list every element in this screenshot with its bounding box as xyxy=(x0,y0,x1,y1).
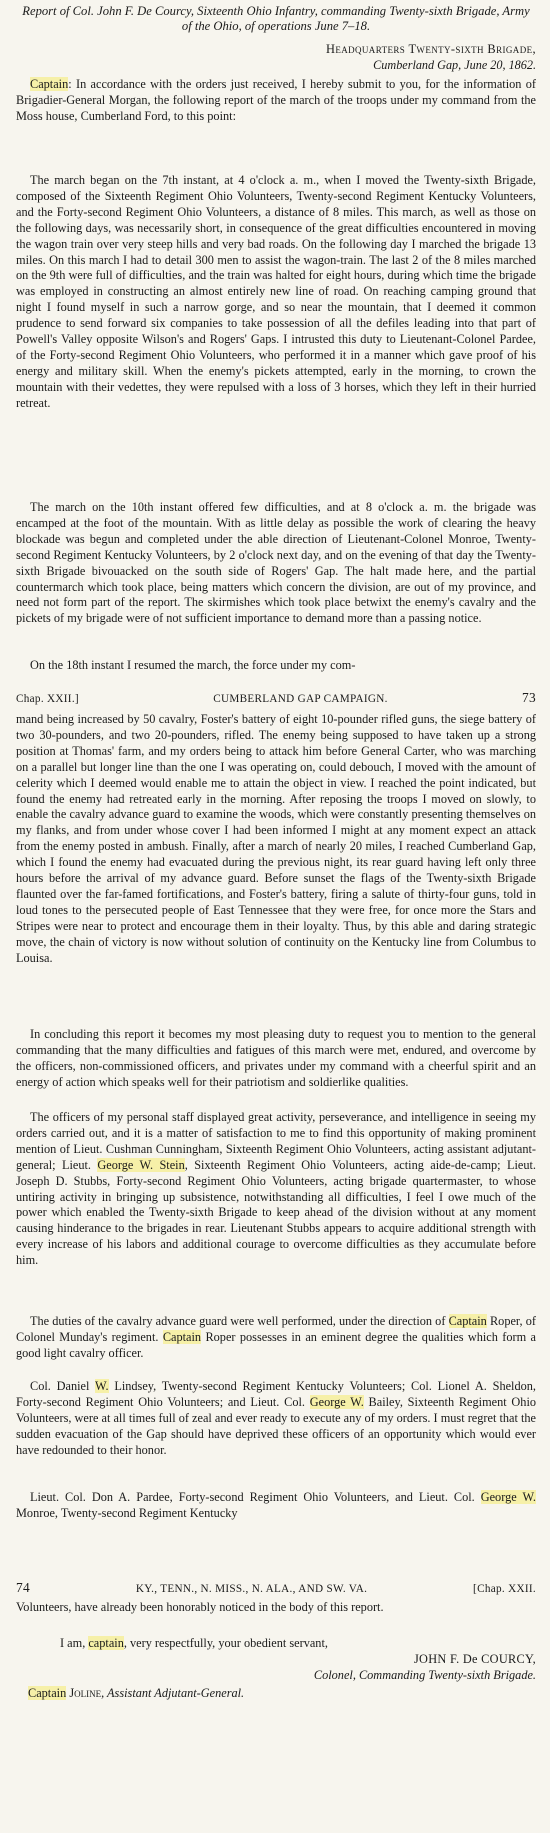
addressee-name: Joline xyxy=(69,1686,102,1700)
highlight-captain: captain xyxy=(88,1636,124,1650)
running-head-title: KY., TENN., N. MISS., N. ALA., AND SW. VA. xyxy=(135,1583,368,1595)
cavalry-text-b: Roper, of Colonel Munday's regiment. xyxy=(16,1314,536,1344)
running-head-chapter: Chap. XXII.] xyxy=(16,693,79,705)
lieut-text-b: Monroe, Twenty-second Regiment Kentucky xyxy=(16,1505,238,1520)
running-head-chapter: [Chap. XXII. xyxy=(473,1583,536,1595)
page-number: 74 xyxy=(16,1580,30,1595)
paragraph-personal-staff xyxy=(16,1110,536,1269)
cavalry-text-a: The duties of the cavalry advance guard were well performed, under the direction of xyxy=(30,1314,449,1328)
closing-line xyxy=(16,1636,550,1652)
paragraph-march-begin: The march began on the 7th instant, at 4 o'clock a. m., when I moved the Twenty-sixth Brigade, composed of the Sixteenth Regiment Ohio Volunteers, Twenty-second Regiment Kentucky Volunteers, and the Forty-second Regiment Ohio Volunteers, a distance of 8 miles. This march, as well as those on the following days, was necessarily short, in consequence of the great difficulties encountered in moving the wagon train over very steep hills and very bad roads. On the following day I marched the brigade 13 miles. On this march I had to detail 300 men to assist the wagon-train. The last 2 of the 8 miles marched on the 9th were full of difficulties, and the train was halted for eight hours, during which time the brigade was employed in constructing an almost entirely new line of road. On reaching camping ground that night I found myself in such a narrow gorge, and so near the mountain, that I deemed it common prudence to send forward six companies to take possession of all the defiles leading into that part of Powell's Valley opposite Wilson's and Rogers' Gaps. I intrusted this duty to Lieutenant-Colonel Pardee, of the Forty-second Regiment Ohio Volunteers, who performed it in a manner which gave proof of his energy and military skill. When the enemy's pickets attempted, early in the morning, to crown the mountain with their vedettes, they were repulsed with a loss of 3 horses, which they left in their hurried retreat. xyxy=(16,173,536,410)
paragraph-command-continued: mand being increased by 50 cavalry, Foster's battery of eight 10-pounder rifled guns, the siege battery of two 30-pounders, and two 20-pounders, rifled. The enemy being supposed to have taken up a strong position at Thomas' farm, and my orders being to attack him before General Carter, who was marching on a parallel but longer line than the one I was operating on, could debouch, I moved with the amount of celerity which I deemed would enable me to attain the object in view. I reached the point indicated, but found the enemy had retreated early in the morning. After reposing the troops I moved on slowly, to enable the cavalry advance guard to examine the woods, which were constantly presenting themselves on my flanks, and from under whose cover I had been informed I might at any moment expect an attack from the enemy posted in ambush. Finally, after a march of nearly 20 miles, I reached Cumberland Gap, which I found the enemy had evacuated during the previous night, its rear guard having left only three hours before the arrival of my advance guard. Before sunset the flags of the Twenty-sixth Brigade flaunted over the far-famed fortifications, and Foster's battery, firing a salute of thirty-four guns, told in loud tones to the persecuted people of East Tennessee that they were free, for once more the Stars and Stripes were near to protect and encourage them in their loyalty. Thus, by this able and daring strategic move, the chain of victory is now without solution of continuity on the Kentucky line from Columbus to Louisa. xyxy=(16,712,536,965)
report-title: Report of Col. John F. De Courcy, Sixteenth Ohio Infantry, commanding Twenty-sixth Brigade, Army of the Ohio, of operations June 7–18. xyxy=(22,4,530,34)
paragraph-volunteers: Volunteers, have already been honorably noticed in the body of this report. xyxy=(16,1600,384,1614)
salutation-text: : In accordance with the orders just received, I hereby submit to you, for the information of Brigadier-General Morgan, the following report of the march of the troops under my command from the Moss house, Cumberland Ford, to this point: xyxy=(16,77,536,123)
highlight-captain: Captain xyxy=(448,1314,487,1328)
paragraph-cavalry-guard xyxy=(16,1314,536,1362)
paragraph-march-18th: On the 18th instant I resumed the march, the force under my com- xyxy=(30,658,356,672)
addressee-role: , Assistant Adjutant-General. xyxy=(101,1686,245,1700)
staff-text-b: , Sixteenth Regiment Ohio Volunteers, acting aide-de-camp; Lieut. Joseph D. Stubbs, Forty-second Regiment Ohio Volunteers, acting brigade quartermaster, to whose untiring activity in bringing up subsistence, notwithstanding all difficulties, I feel I owe much of the power which enabled the Twenty-sixth Brigade to keep ahead of the division without at any moment causing hinderance to the brigades in rear. Lieutenant Stubbs appears to acquire additional strength with every increase of his labors and additional courage to overcome difficulties as they accumulate before him. xyxy=(16,1157,536,1268)
running-head-page-73 xyxy=(16,690,536,706)
signature-title: Colonel, Commanding Twenty-sixth Brigade. xyxy=(313,1668,536,1682)
running-head-page-74 xyxy=(16,1580,536,1596)
highlight-captain: Captain xyxy=(162,1329,202,1344)
staff-text-a: The officers of my personal staff displayed great activity, perseverance, and intelligence in seeing my orders carried out, and it is a matter of satisfaction to me to find this opportunity of making prominent mention of Lieut. Cushman Cunningham, Sixteenth Regiment Ohio Volunteers, acting assistant adjutant-general; Lieut. xyxy=(16,1110,536,1172)
highlight-captain: Captain xyxy=(28,1686,67,1700)
place-date-line: Cumberland Gap, June 20, 1862. xyxy=(373,58,536,72)
highlight-george-w: George W. xyxy=(309,1394,364,1409)
addressee-line xyxy=(16,1686,548,1701)
page-number: 73 xyxy=(521,690,536,705)
signature-name: JOHN F. De COURCY, xyxy=(413,1652,536,1666)
paragraph-concluding: In concluding this report it becomes my most pleasing duty to request you to mention to the general commanding that the many difficulties and fatigues of this march were met, endured, and overcome by the officers, non-commissioned officers, and privates under my command with a cheerful spirit and an energy of action which speaks well for their patriotism and soldierlike qualities. xyxy=(16,1027,536,1089)
cavalry-text-c: Roper possesses in an eminent degree the qualities which form a good light cavalry officer. xyxy=(16,1329,536,1360)
headquarters-line: Headquarters Twenty-sixth Brigade, xyxy=(325,42,536,56)
paragraph-lieut-colonels xyxy=(16,1490,536,1522)
lieut-text-a: Lieut. Col. Don A. Pardee, Forty-second Regiment Ohio Volunteers, and Lieut. Col. xyxy=(30,1490,481,1504)
colonels-text-b: Lindsey, Twenty-second Regiment Kentucky Volunteers; Col. Lionel A. Sheldon, Forty-second Regiment Ohio Volunteers; and Lieut. Col. xyxy=(16,1379,536,1409)
closing-text-a: I am, xyxy=(60,1636,89,1650)
paragraph-colonels xyxy=(16,1379,536,1459)
highlight-captain: Captain xyxy=(30,77,69,91)
colonels-text-c: Bailey, Sixteenth Regiment Ohio Volunteers, were at all times full of zeal and ever ready to execute any of my orders. I must regret that the sudden evacuation of the Gap should have deprived these officers of an opportunity which would ever have redounded to their honor. xyxy=(16,1394,537,1457)
highlight-w: W. xyxy=(94,1379,109,1393)
highlight-george-w: George W. xyxy=(480,1490,536,1504)
highlight-george-w-stein: George W. Stein xyxy=(97,1157,185,1172)
paragraph-march-10th: The march on the 10th instant offered few difficulties, and at 8 o'clock a. m. the brigade was encamped at the foot of the mountain. With as little delay as possible the work of clearing the heavy blockade was begun and completed under the able direction of Lieutenant-Colonel Monroe, Twenty-second Regiment Kentucky Volunteers, by 2 o'clock next day, and on the evening of that day the Twenty-sixth Brigade bivouacked on the south side of Rogers' Gap. The halt made here, and the partial countermarch which took place, being matters which concern the division, are out of my province, and need not form part of the report. The skirmishes which took place betwixt the enemy's cavalry and the pickets of my brigade were of not sufficient importance to demand more than a passing notice. xyxy=(16,500,536,626)
closing-text-b: , very respectfully, your obedient servant, xyxy=(123,1636,328,1650)
colonels-text-a: Col. Daniel xyxy=(30,1379,95,1393)
paragraph-salutation xyxy=(16,77,536,125)
running-head-title: CUMBERLAND GAP CAMPAIGN. xyxy=(213,693,388,705)
